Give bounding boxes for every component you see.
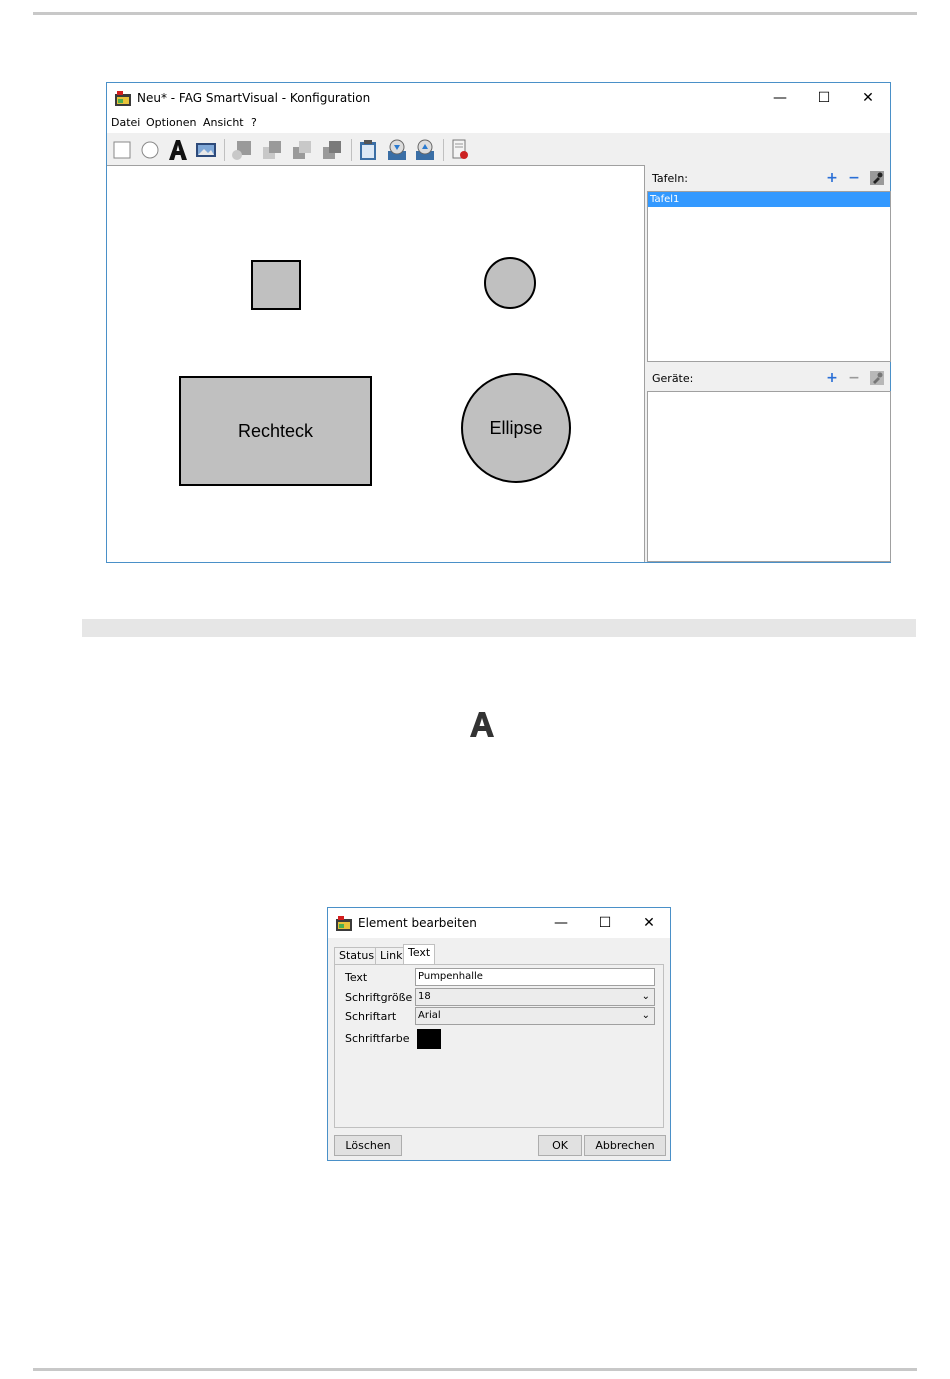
app-icon: [115, 91, 131, 106]
top-rule: [33, 12, 917, 15]
toolbar: [107, 133, 890, 165]
app-icon: [336, 916, 352, 931]
close-button[interactable]: ✕: [862, 90, 874, 106]
ellipse-shape[interactable]: [461, 373, 571, 483]
dialog-title: Element bearbeiten: [358, 916, 477, 930]
add-tafel-icon[interactable]: +: [826, 170, 838, 186]
font-size-value: 18: [418, 991, 431, 1002]
font-family-select[interactable]: [415, 1007, 655, 1025]
tab-link[interactable]: Link: [375, 947, 408, 964]
device-config-icon[interactable]: [449, 139, 471, 161]
add-geraet-icon[interactable]: +: [826, 370, 838, 386]
text-tool-icon[interactable]: [167, 139, 189, 161]
ellipse-label: Ellipse: [489, 417, 543, 438]
remove-geraet-icon[interactable]: −: [848, 370, 860, 386]
font-family-label: Schriftart: [345, 1010, 397, 1023]
section-band: [82, 619, 916, 637]
dialog-body: [334, 964, 664, 1128]
text-input[interactable]: Pumpenhalle: [415, 968, 655, 986]
tab-status[interactable]: Status: [334, 947, 379, 964]
tafeln-header: [646, 165, 891, 191]
dialog-close-button[interactable]: ✕: [643, 915, 655, 931]
minimize-button[interactable]: —: [773, 90, 787, 106]
edit-geraet-icon[interactable]: [870, 371, 884, 385]
rectangle-shape[interactable]: [179, 376, 372, 486]
window-title: Neu* - FAG SmartVisual - Konfiguration: [137, 91, 371, 105]
menu-help[interactable]: ?: [251, 116, 257, 129]
cancel-button[interactable]: Abbrechen: [584, 1135, 666, 1156]
delete-button[interactable]: Löschen: [334, 1135, 402, 1156]
square-shape[interactable]: [251, 260, 301, 310]
geraete-list[interactable]: [647, 391, 891, 562]
text-tool-icon: [468, 710, 496, 738]
tafeln-list[interactable]: [647, 191, 891, 362]
bring-front-icon[interactable]: [231, 139, 253, 161]
tafeln-panel: [646, 165, 891, 363]
move-down-icon[interactable]: [321, 139, 343, 161]
toolbar-separator: [443, 139, 444, 161]
image-tool-icon[interactable]: [195, 139, 217, 161]
geraete-header: [646, 365, 891, 391]
dialog-title-bar: [328, 908, 670, 938]
toolbar-separator: [224, 139, 225, 161]
remove-tafel-icon[interactable]: −: [848, 170, 860, 186]
title-bar: [107, 83, 890, 113]
dialog-minimize-button[interactable]: —: [554, 915, 568, 931]
menu-datei[interactable]: Datei: [111, 116, 141, 129]
edit-tafel-icon[interactable]: [870, 171, 884, 185]
font-color-swatch[interactable]: [417, 1029, 441, 1049]
geraete-title: Geräte:: [652, 372, 694, 385]
toolbar-separator: [351, 139, 352, 161]
font-size-select[interactable]: [415, 988, 655, 1006]
menu-ansicht[interactable]: Ansicht: [203, 116, 244, 129]
chevron-down-icon: ⌄: [641, 991, 650, 1002]
bottom-rule: [33, 1368, 917, 1371]
main-window: [106, 82, 891, 563]
ok-button[interactable]: OK: [538, 1135, 582, 1156]
ellipse-tool-icon[interactable]: [139, 139, 161, 161]
circle-shape[interactable]: [484, 257, 536, 309]
menu-optionen[interactable]: Optionen: [146, 116, 197, 129]
font-size-label: Schriftgröße: [345, 991, 413, 1004]
element-edit-dialog: [327, 907, 671, 1161]
font-color-label: Schriftfarbe: [345, 1032, 410, 1045]
clipboard-icon[interactable]: [357, 139, 379, 161]
rectangle-tool-icon[interactable]: [111, 139, 133, 161]
rectangle-label: Rechteck: [237, 420, 314, 441]
maximize-button[interactable]: ☐: [817, 90, 831, 106]
drawing-canvas[interactable]: [107, 165, 645, 562]
import-icon[interactable]: [386, 139, 408, 161]
tab-text[interactable]: Text: [403, 944, 435, 964]
list-item-tafel1[interactable]: Tafel1: [648, 192, 890, 207]
send-back-icon[interactable]: [261, 139, 283, 161]
geraete-panel: [646, 365, 891, 562]
tafeln-title: Tafeln:: [652, 172, 689, 185]
text-label: Text: [345, 971, 368, 984]
export-icon[interactable]: [414, 139, 436, 161]
chevron-down-icon: ⌄: [641, 1010, 650, 1021]
font-family-value: Arial: [418, 1010, 441, 1021]
dialog-maximize-button[interactable]: ☐: [598, 915, 612, 931]
menu-bar: [107, 113, 890, 133]
move-up-icon[interactable]: [291, 139, 313, 161]
